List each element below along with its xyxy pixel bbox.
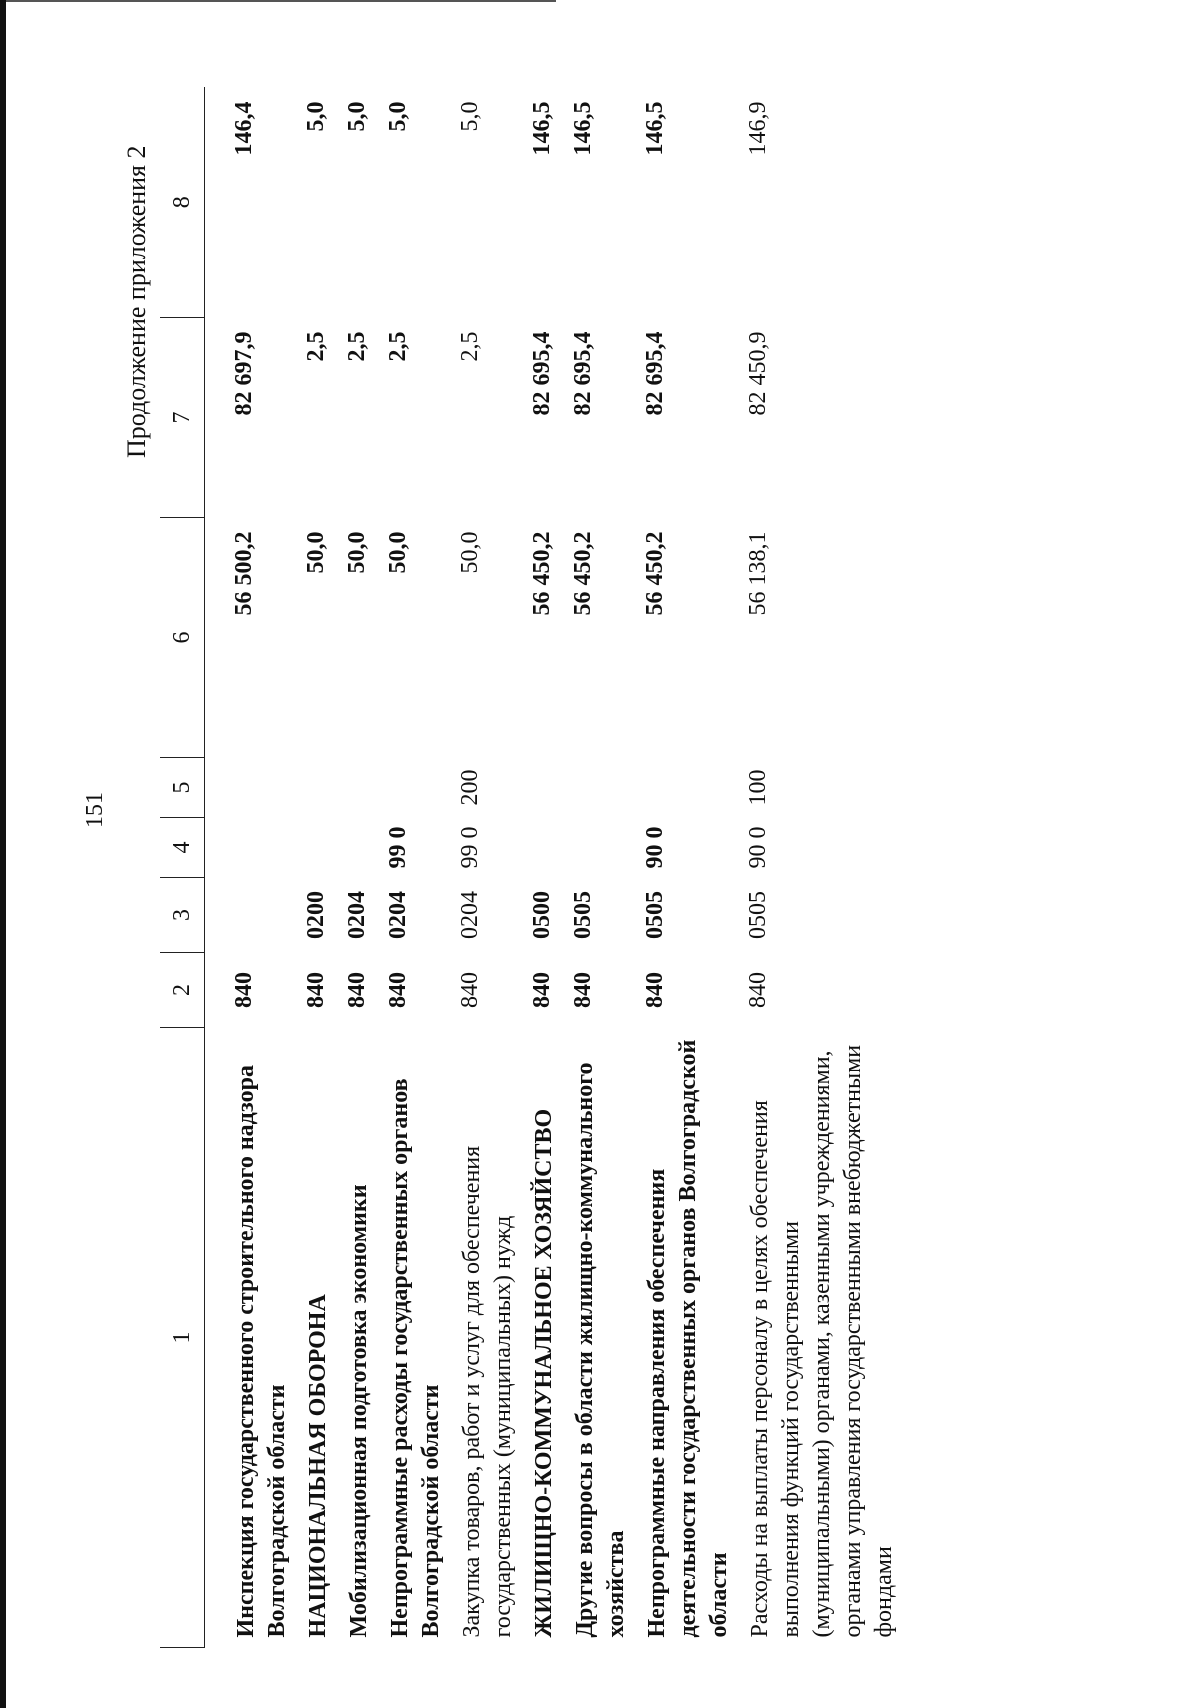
header-col-2: 2 xyxy=(160,953,205,1028)
cell-code-3: 0505 xyxy=(745,891,771,939)
header-col-5: 5 xyxy=(160,758,205,818)
cell-code-5: 100 xyxy=(745,769,771,806)
cell-value-6: 56 450,2 xyxy=(570,531,596,616)
budget-table xyxy=(160,88,900,1649)
cell-value-6: 56 138,1 xyxy=(745,531,771,616)
row-name: ЖИЛИЩНО-КОММУНАЛЬНОЕ ХОЗЯЙСТВО xyxy=(531,1108,557,1638)
cell-code-2: 840 xyxy=(385,972,411,1008)
table-row xyxy=(334,88,375,1648)
row-name: Непрограммные расходы государственных органов Волгоградской области xyxy=(387,1078,444,1638)
header-col-1: 1 xyxy=(160,1028,205,1648)
cell-code-2: 840 xyxy=(231,972,257,1008)
cell-value-8: 146,5 xyxy=(529,101,555,156)
table-row xyxy=(375,88,447,1648)
cell-code-2: 840 xyxy=(529,972,555,1008)
continuation-label: Продолжение приложения 2 xyxy=(122,145,151,458)
row-name: Непрограммные направления обеспечения деятельности государственных органов Волгоградской области xyxy=(644,1039,732,1638)
table-row xyxy=(293,88,334,1648)
cell-code-4 xyxy=(519,818,560,878)
cell-code-5 xyxy=(205,758,294,818)
table-body xyxy=(205,88,901,1648)
cell-value-7: 2,5 xyxy=(385,331,411,362)
cell-code-3: 0505 xyxy=(570,891,596,939)
cell-code-3: 0505 xyxy=(642,891,668,939)
cell-value-6: 56 450,2 xyxy=(642,531,668,616)
cell-value-6: 56 450,2 xyxy=(529,531,555,616)
cell-value-8: 146,4 xyxy=(231,101,257,156)
cell-code-5: 200 xyxy=(457,769,483,806)
cell-value-7: 82 695,4 xyxy=(570,331,596,416)
cell-code-4 xyxy=(560,818,632,878)
table-row xyxy=(447,88,519,1648)
cell-code-3: 0204 xyxy=(344,891,370,939)
cell-value-6: 56 500,2 xyxy=(231,531,257,616)
cell-code-5 xyxy=(560,758,632,818)
cell-value-6: 50,0 xyxy=(457,531,483,574)
header-col-6: 6 xyxy=(160,518,205,758)
cell-code-5 xyxy=(293,758,334,818)
cell-code-2: 840 xyxy=(457,972,483,1008)
row-name: Инспекция государственного строительного надзора Волгоградской области xyxy=(233,1065,290,1638)
cell-value-8: 5,0 xyxy=(385,101,411,132)
table-row xyxy=(519,88,560,1648)
cell-code-2: 840 xyxy=(642,972,668,1008)
cell-value-8: 5,0 xyxy=(344,101,370,132)
table-row xyxy=(735,88,900,1648)
row-name: Мобилизационная подготовка экономики xyxy=(346,1184,372,1638)
cell-code-5 xyxy=(375,758,447,818)
cell-value-8: 146,5 xyxy=(642,101,668,156)
cell-value-7: 82 695,4 xyxy=(642,331,668,416)
cell-value-7: 2,5 xyxy=(457,331,483,362)
cell-code-4: 90 0 xyxy=(642,826,668,869)
cell-code-2: 840 xyxy=(344,972,370,1008)
cell-value-8: 146,9 xyxy=(745,101,771,156)
cell-code-5 xyxy=(519,758,560,818)
cell-code-2: 840 xyxy=(745,972,771,1008)
row-name: Расходы на выплаты персоналу в целях обеспечения выполнения функций государственными (муниципальными) органами, казенными учреждениями, органами управления государственными внебюджетными фондами xyxy=(747,1044,897,1638)
cell-code-4: 90 0 xyxy=(745,826,771,869)
row-name: НАЦИОНАЛЬНАЯ ОБОРОНА xyxy=(305,1294,331,1638)
table-row xyxy=(632,88,735,1648)
cell-code-5 xyxy=(334,758,375,818)
cell-code-5 xyxy=(632,758,735,818)
cell-code-4: 99 0 xyxy=(385,826,411,869)
header-col-7: 7 xyxy=(160,318,205,518)
cell-code-3 xyxy=(205,878,294,953)
row-name: Закупка товаров, работ и услуг для обеспечения государственных (муниципальных) нужд xyxy=(459,1145,516,1638)
cell-code-4 xyxy=(334,818,375,878)
cell-value-7: 82 695,4 xyxy=(529,331,555,416)
table-row xyxy=(205,88,294,1648)
cell-value-7: 82 697,9 xyxy=(231,331,257,416)
row-name: Другие вопросы в области жилищно-коммунального хозяйства xyxy=(572,1062,629,1638)
cell-code-4: 99 0 xyxy=(457,826,483,869)
cell-value-7: 82 450,9 xyxy=(745,331,771,416)
cell-value-6: 50,0 xyxy=(385,531,411,574)
cell-code-3: 0200 xyxy=(303,891,329,939)
cell-value-7: 2,5 xyxy=(303,331,329,362)
cell-value-8: 5,0 xyxy=(457,101,483,132)
header-row xyxy=(160,88,205,1648)
header-col-8: 8 xyxy=(160,88,205,318)
table-row xyxy=(560,88,632,1648)
header-col-4: 4 xyxy=(160,818,205,878)
cell-code-3: 0500 xyxy=(529,891,555,939)
cell-code-3: 0204 xyxy=(385,891,411,939)
cell-value-8: 146,5 xyxy=(570,101,596,156)
cell-value-8: 5,0 xyxy=(303,101,329,132)
cell-code-4 xyxy=(293,818,334,878)
page-number: 151 xyxy=(82,792,108,828)
header-col-3: 3 xyxy=(160,878,205,953)
cell-value-6: 50,0 xyxy=(303,531,329,574)
cell-value-6: 50,0 xyxy=(344,531,370,574)
cell-value-7: 2,5 xyxy=(344,331,370,362)
cell-code-2: 840 xyxy=(570,972,596,1008)
cell-code-4 xyxy=(205,818,294,878)
cell-code-3: 0204 xyxy=(457,891,483,939)
cell-code-2: 840 xyxy=(303,972,329,1008)
